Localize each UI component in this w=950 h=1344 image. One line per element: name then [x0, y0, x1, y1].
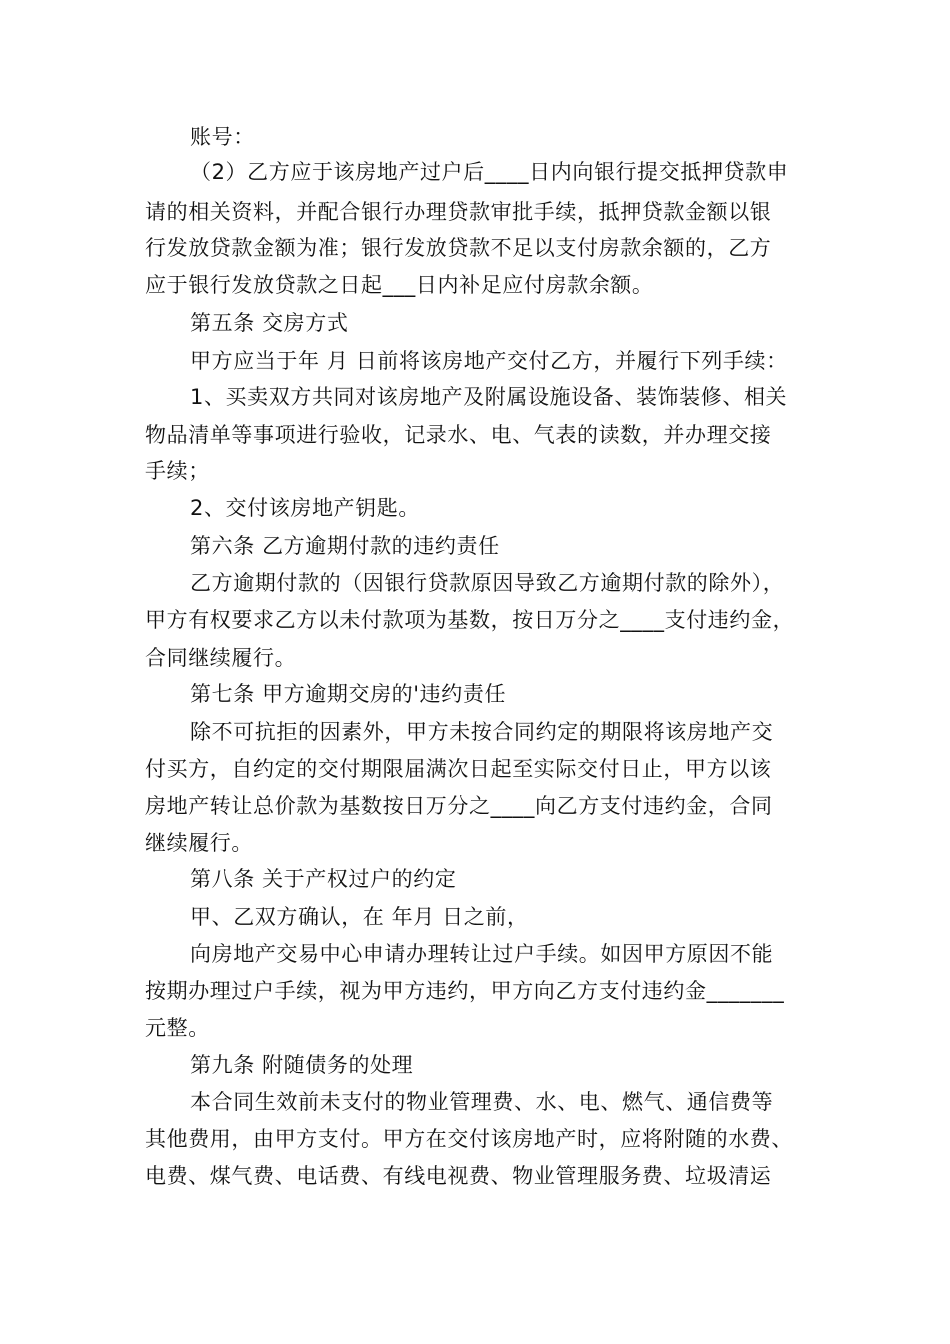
text-line: 行发放贷款金额为准；银行发放贷款不足以支付房款余额的，乙方	[145, 236, 772, 260]
text-line: 物品清单等事项进行验收，记录水、电、气表的读数，并办理交接	[145, 423, 772, 447]
text-line: 电费、煤气费、电话费、有线电视费、物业管理服务费、垃圾清运	[145, 1164, 772, 1188]
text-line-item-1: 1、买卖双方共同对该房地产及附属设施设备、装饰装修、相关	[190, 385, 788, 409]
text-line: 其他费用，由甲方支付。甲方在交付该房地产时，应将附随的水费、	[145, 1127, 793, 1151]
text-line: 本合同生效前未支付的物业管理费、水、电、燃气、通信费等	[190, 1090, 774, 1114]
text-line-clause-4-2: （2）乙方应于该房地产过户后____日内向银行提交抵押贷款申	[190, 160, 789, 184]
article-9-heading: 第九条 附随债务的处理	[190, 1053, 414, 1077]
text-line: 请的相关资料，并配合银行办理贷款审批手续，抵押贷款金额以银	[145, 200, 772, 224]
text-line: 甲、乙双方确认，在 年月 日之前，	[190, 905, 529, 929]
text-line: 甲方应当于年 月 日前将该房地产交付乙方，并履行下列手续：	[190, 349, 788, 373]
text-line: 付买方，自约定的交付期限届满次日起至实际交付日止，甲方以该	[145, 757, 772, 781]
article-8-heading: 第八条 关于产权过户的约定	[190, 867, 457, 891]
text-line: 继续履行。	[145, 831, 253, 855]
text-line: 房地产转让总价款为基数按日万分之____向乙方支付违约金，合同	[145, 794, 773, 818]
text-line: 按期办理过户手续，视为甲方违约，甲方向乙方支付违约金_______	[145, 979, 785, 1003]
article-5-heading: 第五条 交房方式	[190, 311, 349, 335]
text-line-account: 账号：	[190, 125, 255, 149]
text-line: 向房地产交易中心申请办理转让过户手续。如因甲方原因不能	[190, 942, 774, 966]
text-line: 手续；	[145, 459, 210, 483]
article-6-heading: 第六条 乙方逾期付款的违约责任	[190, 534, 500, 558]
text-line: 甲方有权要求乙方以未付款项为基数，按日万分之____支付违约金，	[145, 608, 795, 632]
text-line: 乙方逾期付款的（因银行贷款原因导致乙方逾期付款的除外），	[190, 571, 785, 595]
text-line-item-2: 2、交付该房地产钥匙。	[190, 496, 420, 520]
article-7-heading: 第七条 甲方逾期交房的'违约责任	[190, 682, 507, 706]
text-line: 元整。	[145, 1016, 210, 1040]
text-line: 应于银行发放贷款之日起___日内补足应付房款余额。	[145, 273, 654, 297]
text-line: 合同继续履行。	[145, 646, 297, 670]
text-line: 除不可抗拒的因素外，甲方未按合同约定的期限将该房地产交	[190, 720, 774, 744]
